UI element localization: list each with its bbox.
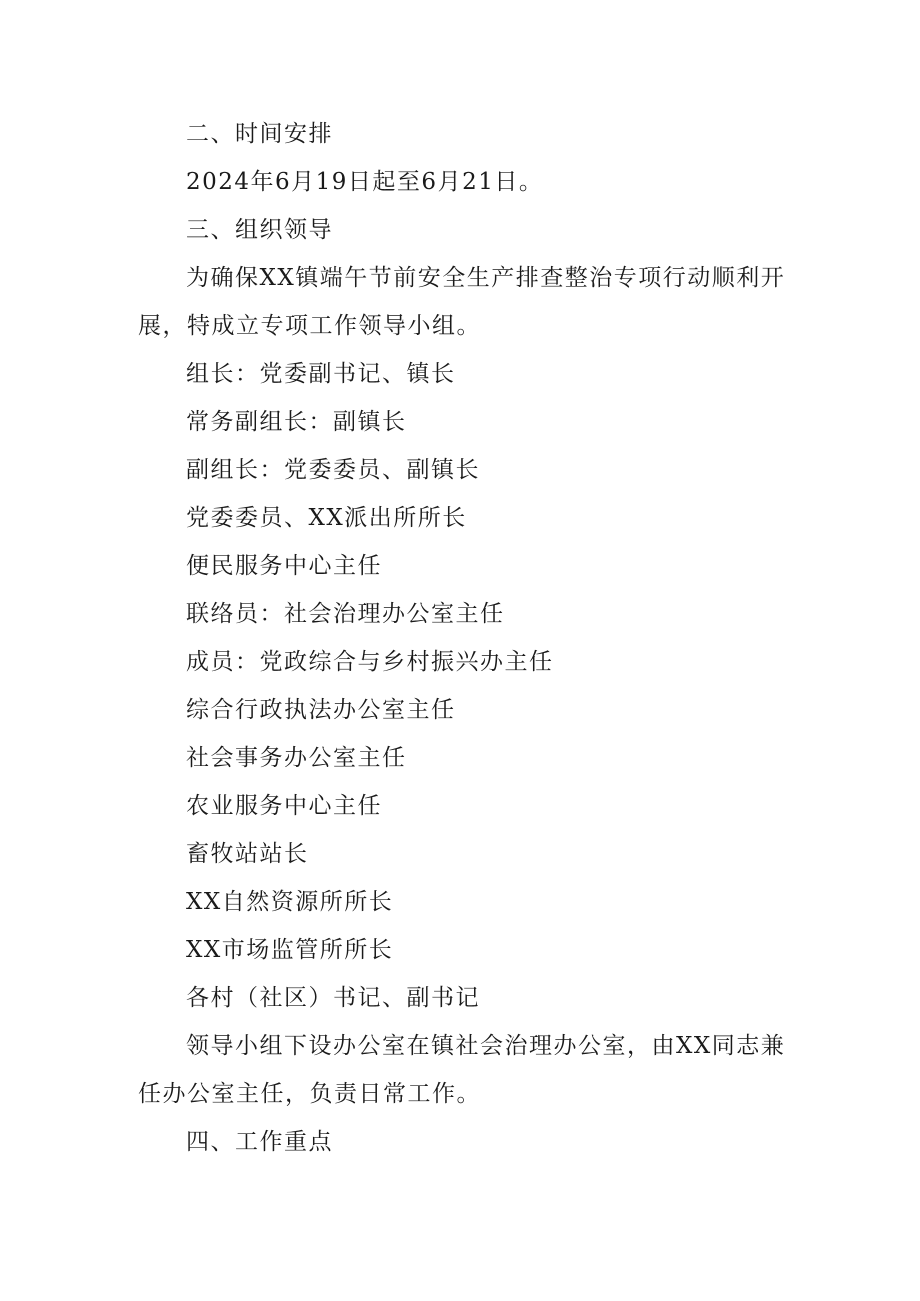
member-line: 畜牧站站长	[186, 841, 309, 867]
member-line: 副组长：党委委员、副镇长	[186, 457, 480, 483]
member-line: XX市场监管所所长	[186, 937, 394, 963]
member-line: 组长：党委副书记、镇长	[186, 361, 456, 387]
member-line: 综合行政执法办公室主任	[186, 697, 456, 723]
member-line: 常务副组长：副镇长	[186, 409, 407, 435]
member-line: 成员：党政综合与乡村振兴办主任	[186, 649, 554, 675]
member-line: 社会事务办公室主任	[186, 745, 407, 771]
schedule-dates: 2024年6月19日起至6月21日。	[186, 169, 544, 195]
section-heading-work-focus: 四、工作重点	[186, 1129, 333, 1155]
member-line: 联络员：社会治理办公室主任	[186, 601, 505, 627]
member-line: 便民服务中心主任	[186, 553, 382, 579]
member-line: XX自然资源所所长	[186, 889, 394, 915]
section-heading-organization: 三、组织领导	[186, 217, 333, 243]
organization-intro: 为确保XX镇端午节前安全生产排查整治专项行动顺利开展，特成立专项工作领导小组。	[138, 265, 786, 339]
member-line: 各村（社区）书记、副书记	[186, 985, 480, 1011]
member-line: 党委委员、XX派出所所长	[186, 505, 467, 531]
office-arrangement: 领导小组下设办公室在镇社会治理办公室，由XX同志兼任办公室主任，负责日常工作。	[138, 1033, 786, 1107]
section-heading-schedule: 二、时间安排	[186, 121, 333, 147]
member-line: 农业服务中心主任	[186, 793, 382, 819]
document-body	[138, 110, 788, 1166]
